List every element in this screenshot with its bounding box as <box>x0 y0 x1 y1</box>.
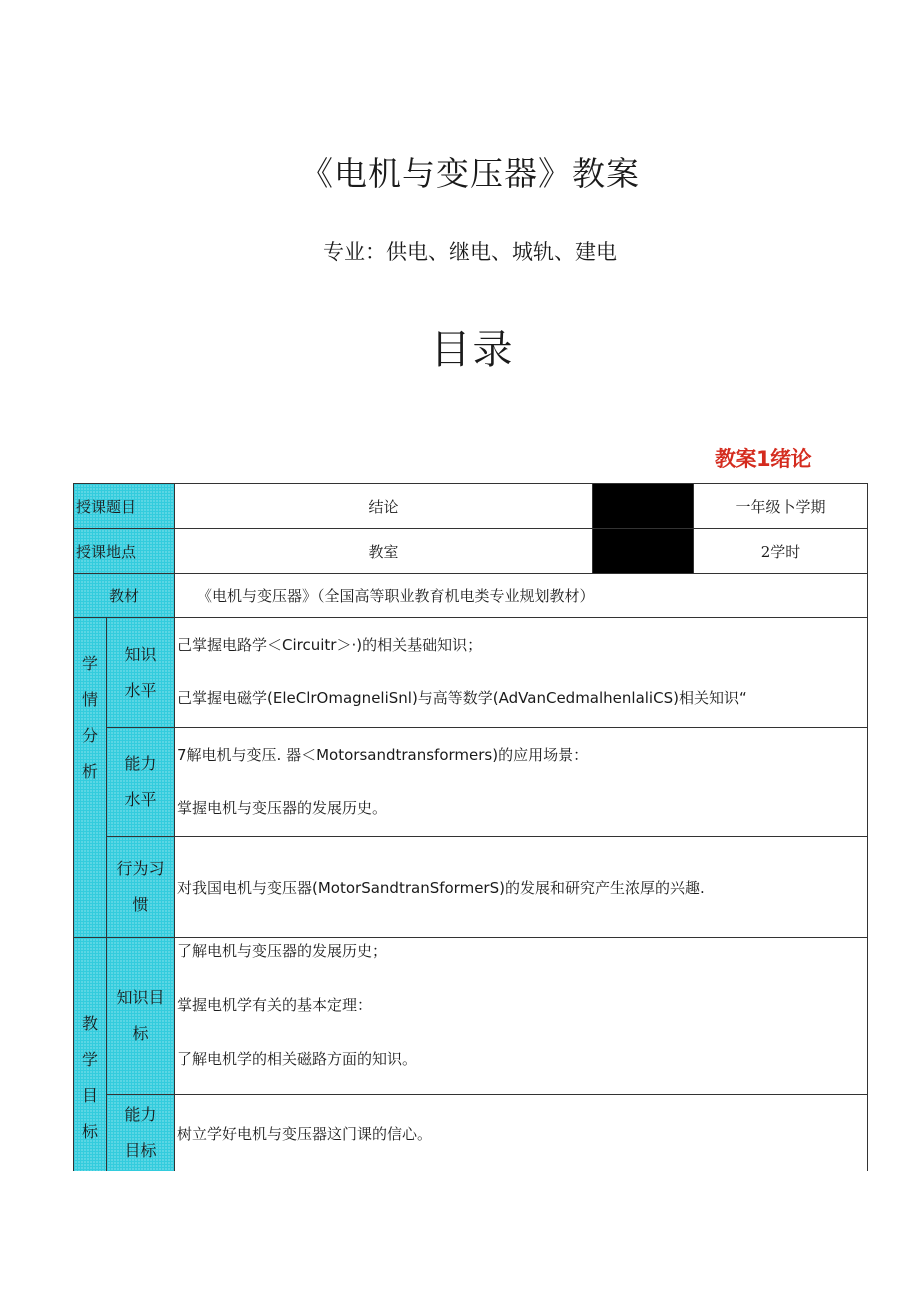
table-row <box>74 574 868 618</box>
hours-value: 2学时 <box>694 529 868 574</box>
student-analysis-group-label <box>74 618 107 938</box>
table-row <box>74 1095 868 1171</box>
behavior-habit-content: 对我国电机与变压器(MotorSandtranSformerS)的发展和研究产生浓厚的兴趣. <box>175 837 868 938</box>
teaching-goals-text: 教 学 目 标 <box>81 1014 98 1141</box>
ability-level-content: 7解电机与变压. 器＜Motorsandtransformers)的应用场景： 掌握电机与变压器的发展历史。 <box>175 728 868 837</box>
textbook-value: 《电机与变压器》（全国高等职业教育机电类专业规划教材） <box>175 574 868 618</box>
teaching-goals-group-label <box>74 938 107 1171</box>
topic-value: 结论 <box>175 484 593 529</box>
table-row <box>74 837 868 938</box>
redacted-cell <box>593 484 694 529</box>
table-row <box>74 529 868 574</box>
topic-label: 授课题目 <box>74 484 175 529</box>
ability-goal-label: 能力 目标 <box>107 1095 175 1171</box>
table-row <box>74 484 868 529</box>
location-value: 教室 <box>175 529 593 574</box>
table-row <box>74 728 868 837</box>
knowledge-level-label: 知识 水平 <box>107 618 175 728</box>
knowledge-goal-content: 了解电机与变压器的发展历史； 掌握电机学有关的基本定理： 了解电机学的相关磁路方面的知识。 <box>175 938 868 1095</box>
behavior-habit-label: 行为习 惯 <box>107 837 175 938</box>
knowledge-level-content: 己掌握电路学＜Circuitr＞·)的相关基础知识； 己掌握电磁学(EleClrOmagneliSnl)与高等数学(AdVanCedmalhenlaliCS)相关知识“ <box>175 618 868 728</box>
toc-heading: 目录 <box>430 327 515 373</box>
knowledge-goal-label: 知识目 标 <box>107 938 175 1095</box>
table-row <box>74 938 868 1095</box>
major-subtitle: 专业：供电、继电、城轨、建电 <box>323 240 617 264</box>
student-analysis-text: 学 情 分 析 <box>81 654 98 781</box>
table-row <box>74 618 868 728</box>
ability-goal-content: 树立学好电机与变压器这门课的信心。 <box>175 1095 868 1171</box>
lesson-plan-table <box>73 483 868 1171</box>
redacted-cell <box>593 529 694 574</box>
ability-level-label: 能力 水平 <box>107 728 175 837</box>
lesson-label: 教案1绪论 <box>715 447 812 471</box>
textbook-label: 教材 <box>74 574 175 618</box>
semester-value: 一年级卜学期 <box>694 484 868 529</box>
document-title: 《电机与变压器》教案 <box>300 154 640 193</box>
location-label: 授课地点 <box>74 529 175 574</box>
